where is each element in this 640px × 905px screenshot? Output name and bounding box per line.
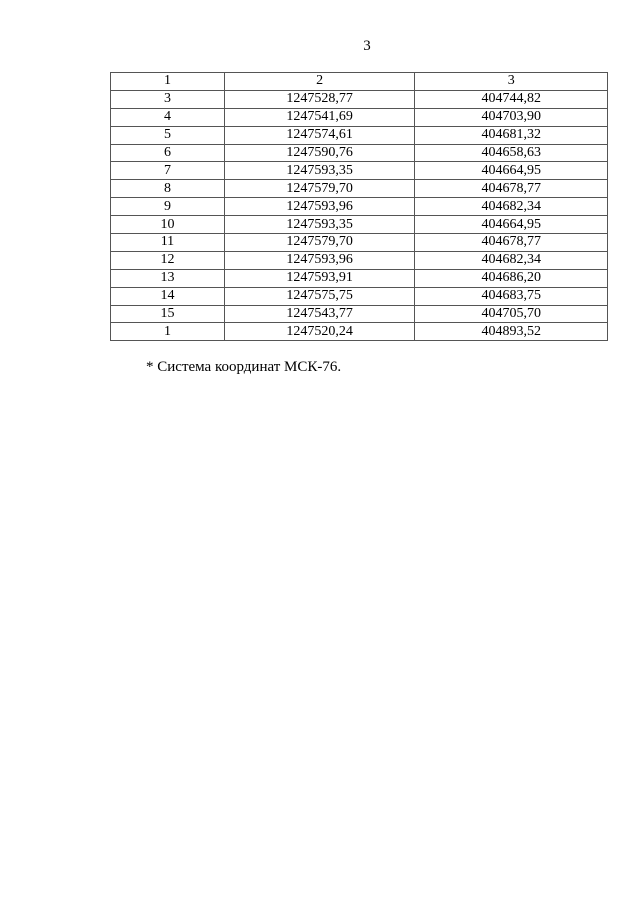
x-coordinate-cell: 1247543,77: [224, 305, 415, 323]
y-coordinate-cell: 404705,70: [415, 305, 608, 323]
y-coordinate-cell: 404682,34: [415, 251, 608, 269]
point-number-cell: 3: [111, 90, 225, 108]
point-number-cell: 10: [111, 216, 225, 234]
table-row: [111, 180, 608, 198]
x-coordinate-cell: 1247579,70: [224, 180, 415, 198]
point-number-cell: 6: [111, 144, 225, 162]
x-coordinate-cell: 1247528,77: [224, 90, 415, 108]
table-row: [111, 269, 608, 287]
y-coordinate-cell: 404686,20: [415, 269, 608, 287]
x-coordinate-cell: 1247593,96: [224, 251, 415, 269]
header-cell-y: 3: [415, 73, 608, 91]
y-coordinate-cell: 404664,95: [415, 216, 608, 234]
header-cell-point: 1: [111, 73, 225, 91]
point-number-cell: 7: [111, 162, 225, 180]
point-number-cell: 11: [111, 234, 225, 252]
point-number-cell: 14: [111, 287, 225, 305]
table-row: [111, 251, 608, 269]
coordinates-table: [110, 72, 608, 341]
y-coordinate-cell: 404893,52: [415, 323, 608, 341]
x-coordinate-cell: 1247541,69: [224, 108, 415, 126]
x-coordinate-cell: 1247520,24: [224, 323, 415, 341]
page-number: [0, 38, 640, 55]
header-cell-x: 2: [224, 73, 415, 91]
point-number-cell: 9: [111, 198, 225, 216]
x-coordinate-cell: 1247579,70: [224, 234, 415, 252]
point-number-cell: 13: [111, 269, 225, 287]
y-coordinate-cell: 404658,63: [415, 144, 608, 162]
y-coordinate-cell: 404683,75: [415, 287, 608, 305]
x-coordinate-cell: 1247590,76: [224, 144, 415, 162]
coordinate-system-footnote: * Система координат МСК-76.: [146, 359, 342, 375]
table-row: [111, 287, 608, 305]
point-number-cell: 15: [111, 305, 225, 323]
x-coordinate-cell: 1247593,35: [224, 162, 415, 180]
point-number-cell: 1: [111, 323, 225, 341]
x-coordinate-cell: 1247593,35: [224, 216, 415, 234]
table-row: [111, 216, 608, 234]
y-coordinate-cell: 404678,77: [415, 180, 608, 198]
table-row: [111, 108, 608, 126]
table-row: [111, 162, 608, 180]
point-number-cell: 5: [111, 126, 225, 144]
point-number-cell: 12: [111, 251, 225, 269]
point-number-cell: 8: [111, 180, 225, 198]
table-row: [111, 126, 608, 144]
y-coordinate-cell: 404744,82: [415, 90, 608, 108]
table-row: [111, 198, 608, 216]
table-row: [111, 144, 608, 162]
x-coordinate-cell: 1247593,96: [224, 198, 415, 216]
point-number-cell: 4: [111, 108, 225, 126]
table-row: [111, 90, 608, 108]
y-coordinate-cell: 404678,77: [415, 234, 608, 252]
y-coordinate-cell: 404703,90: [415, 108, 608, 126]
x-coordinate-cell: 1247593,91: [224, 269, 415, 287]
table-row: [111, 305, 608, 323]
x-coordinate-cell: 1247574,61: [224, 126, 415, 144]
page-number-text: 3: [363, 38, 371, 54]
table-header-row: [111, 73, 608, 91]
table-row: [111, 323, 608, 341]
y-coordinate-cell: 404664,95: [415, 162, 608, 180]
x-coordinate-cell: 1247575,75: [224, 287, 415, 305]
y-coordinate-cell: 404681,32: [415, 126, 608, 144]
y-coordinate-cell: 404682,34: [415, 198, 608, 216]
table-row: [111, 234, 608, 252]
